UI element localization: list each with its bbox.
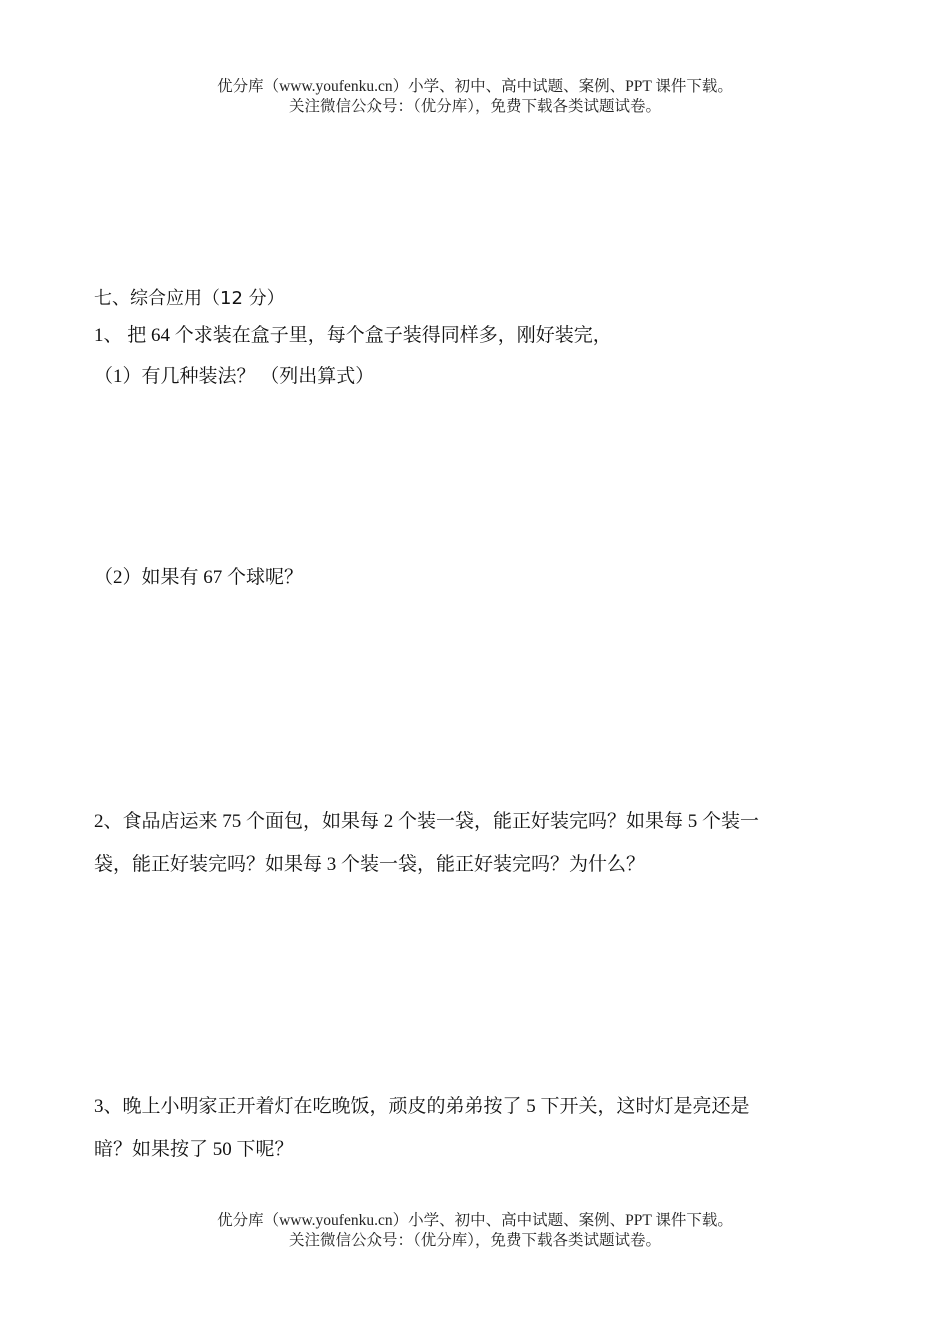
footer-line-2: 关注微信公众号：（优分库），免费下载各类试题试卷。 bbox=[288, 1232, 661, 1249]
question-2 bbox=[94, 800, 864, 886]
page-footer bbox=[0, 1211, 950, 1251]
question-1-text: 1、 把 64 个求装在盒子里，每个盒子装得同样多，刚好装完， bbox=[94, 325, 612, 346]
question-3-line-2: 暗？如果按了 50 下呢？ bbox=[94, 1139, 294, 1160]
header-line-1: 优分库（www.youfenku.cn）小学、初中、高中试题、案例、PPT 课件下载。 bbox=[217, 78, 733, 95]
question-3-line-1: 3、晚上小明家正开着灯在吃晚饭，顽皮的弟弟按了 5 下开关，这时灯是亮还是 bbox=[94, 1096, 750, 1117]
page-header bbox=[0, 77, 950, 117]
footer-line-1: 优分库（www.youfenku.cn）小学、初中、高中试题、案例、PPT 课件下载。 bbox=[217, 1212, 733, 1229]
question-1-sub-1: （1）有几种装法？ （列出算式） bbox=[94, 366, 375, 387]
question-1-sub-2: （2）如果有 67 个球呢？ bbox=[94, 567, 304, 588]
question-3 bbox=[94, 1085, 864, 1171]
header-line-2: 关注微信公众号：（优分库），免费下载各类试题试卷。 bbox=[288, 98, 661, 115]
section-title: 七、综合应用（12 分） bbox=[94, 288, 285, 309]
question-2-line-2: 袋，能正好装完吗？如果每 3 个装一袋，能正好装完吗？为什么？ bbox=[94, 854, 646, 875]
question-2-line-1: 2、食品店运来 75 个面包，如果每 2 个装一袋，能正好装完吗？如果每 5 个装一 bbox=[94, 811, 760, 832]
